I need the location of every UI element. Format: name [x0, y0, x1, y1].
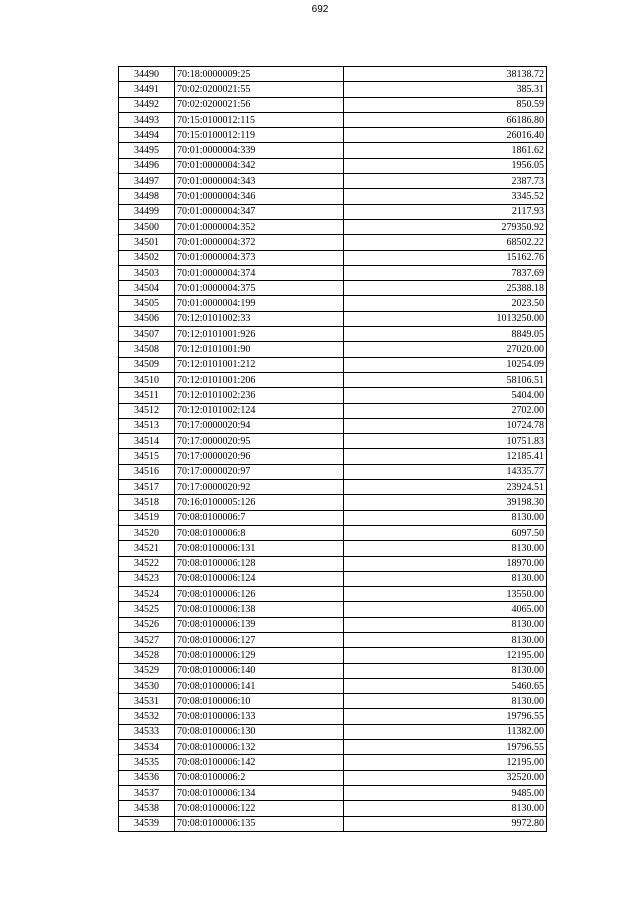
cadastral-number-cell: 70:16:0100005:126 — [175, 495, 344, 510]
cadastral-number-cell: 70:17:0000020:95 — [175, 434, 344, 449]
value-cell: 8130.00 — [344, 617, 547, 632]
row-number-cell: 34501 — [119, 235, 175, 250]
value-cell: 39198.30 — [344, 495, 547, 510]
row-number-cell: 34493 — [119, 112, 175, 127]
table-row — [119, 740, 547, 755]
value-cell: 8130.00 — [344, 571, 547, 586]
value-cell: 19796.55 — [344, 709, 547, 724]
row-number-cell: 34516 — [119, 464, 175, 479]
row-number-cell: 34502 — [119, 250, 175, 265]
value-cell: 25388.18 — [344, 281, 547, 296]
table-row — [119, 372, 547, 387]
value-cell: 68502.22 — [344, 235, 547, 250]
table-row — [119, 480, 547, 495]
cadastral-number-cell: 70:08:0100006:138 — [175, 602, 344, 617]
value-cell: 2387.73 — [344, 174, 547, 189]
row-number-cell: 34535 — [119, 755, 175, 770]
row-number-cell: 34522 — [119, 556, 175, 571]
row-number-cell: 34506 — [119, 311, 175, 326]
cadastral-number-cell: 70:17:0000020:97 — [175, 464, 344, 479]
value-cell: 12195.00 — [344, 648, 547, 663]
table-row — [119, 204, 547, 219]
table-row — [119, 97, 547, 112]
value-cell: 850.59 — [344, 97, 547, 112]
cadastral-number-cell: 70:01:0000004:342 — [175, 158, 344, 173]
row-number-cell: 34528 — [119, 648, 175, 663]
value-cell: 27020.00 — [344, 342, 547, 357]
row-number-cell: 34513 — [119, 418, 175, 433]
row-number-cell: 34491 — [119, 82, 175, 97]
table-row — [119, 709, 547, 724]
row-number-cell: 34512 — [119, 403, 175, 418]
value-cell: 15162.76 — [344, 250, 547, 265]
row-number-cell: 34537 — [119, 785, 175, 800]
table-row — [119, 678, 547, 693]
table-row — [119, 495, 547, 510]
value-cell: 4065.00 — [344, 602, 547, 617]
cadastral-number-cell: 70:15:0100012:115 — [175, 112, 344, 127]
row-number-cell: 34495 — [119, 143, 175, 158]
table-row — [119, 388, 547, 403]
value-cell: 3345.52 — [344, 189, 547, 204]
cadastral-number-cell: 70:01:0000004:346 — [175, 189, 344, 204]
row-number-cell: 34514 — [119, 434, 175, 449]
row-number-cell: 34505 — [119, 296, 175, 311]
table-row — [119, 510, 547, 525]
cadastral-number-cell: 70:01:0000004:373 — [175, 250, 344, 265]
row-number-cell: 34531 — [119, 694, 175, 709]
table-row — [119, 801, 547, 816]
table-row — [119, 174, 547, 189]
row-number-cell: 34524 — [119, 587, 175, 602]
table-row — [119, 663, 547, 678]
value-cell: 12195.00 — [344, 755, 547, 770]
cadastral-number-cell: 70:12:0101001:212 — [175, 357, 344, 372]
cadastral-number-cell: 70:15:0100012:119 — [175, 128, 344, 143]
table-row — [119, 724, 547, 739]
row-number-cell: 34525 — [119, 602, 175, 617]
table-row — [119, 112, 547, 127]
table-row — [119, 311, 547, 326]
row-number-cell: 34532 — [119, 709, 175, 724]
cadastral-value-table — [118, 66, 547, 832]
table-row — [119, 219, 547, 234]
value-cell: 26016.40 — [344, 128, 547, 143]
table-row — [119, 67, 547, 82]
value-cell: 32520.00 — [344, 770, 547, 785]
table-row — [119, 525, 547, 540]
row-number-cell: 34504 — [119, 281, 175, 296]
table-row — [119, 464, 547, 479]
cadastral-number-cell: 70:08:0100006:128 — [175, 556, 344, 571]
row-number-cell: 34534 — [119, 740, 175, 755]
cadastral-number-cell: 70:08:0100006:126 — [175, 587, 344, 602]
cadastral-number-cell: 70:08:0100006:2 — [175, 770, 344, 785]
value-cell: 66186.80 — [344, 112, 547, 127]
page-number: 692 — [311, 4, 329, 15]
row-number-cell: 34509 — [119, 357, 175, 372]
cadastral-number-cell: 70:08:0100006:141 — [175, 678, 344, 693]
value-cell: 8130.00 — [344, 694, 547, 709]
table-row — [119, 556, 547, 571]
cadastral-number-cell: 70:01:0000004:372 — [175, 235, 344, 250]
cadastral-number-cell: 70:08:0100006:10 — [175, 694, 344, 709]
cadastral-number-cell: 70:08:0100006:8 — [175, 525, 344, 540]
row-number-cell: 34536 — [119, 770, 175, 785]
table-row — [119, 403, 547, 418]
row-number-cell: 34499 — [119, 204, 175, 219]
cadastral-number-cell: 70:08:0100006:7 — [175, 510, 344, 525]
row-number-cell: 34492 — [119, 97, 175, 112]
row-number-cell: 34538 — [119, 801, 175, 816]
value-cell: 9485.00 — [344, 785, 547, 800]
value-cell: 14335.77 — [344, 464, 547, 479]
row-number-cell: 34518 — [119, 495, 175, 510]
value-cell: 58106.51 — [344, 372, 547, 387]
row-number-cell: 34529 — [119, 663, 175, 678]
row-number-cell: 34519 — [119, 510, 175, 525]
value-cell: 19796.55 — [344, 740, 547, 755]
value-cell: 2023.50 — [344, 296, 547, 311]
row-number-cell: 34503 — [119, 265, 175, 280]
cadastral-number-cell: 70:08:0100006:131 — [175, 541, 344, 556]
table-row — [119, 694, 547, 709]
table-row — [119, 189, 547, 204]
row-number-cell: 34494 — [119, 128, 175, 143]
table-row — [119, 587, 547, 602]
cadastral-number-cell: 70:08:0100006:127 — [175, 632, 344, 647]
cadastral-number-cell: 70:08:0100006:132 — [175, 740, 344, 755]
value-cell: 279350.92 — [344, 219, 547, 234]
row-number-cell: 34490 — [119, 67, 175, 82]
row-number-cell: 34526 — [119, 617, 175, 632]
value-cell: 10724.78 — [344, 418, 547, 433]
value-cell: 18970.00 — [344, 556, 547, 571]
cadastral-number-cell: 70:12:0101002:236 — [175, 388, 344, 403]
table-row — [119, 617, 547, 632]
row-number-cell: 34530 — [119, 678, 175, 693]
value-cell: 10751.83 — [344, 434, 547, 449]
value-cell: 5404.00 — [344, 388, 547, 403]
row-number-cell: 34515 — [119, 449, 175, 464]
value-cell: 10254.09 — [344, 357, 547, 372]
value-cell: 23924.51 — [344, 480, 547, 495]
cadastral-number-cell: 70:08:0100006:140 — [175, 663, 344, 678]
value-cell: 8130.00 — [344, 541, 547, 556]
cadastral-number-cell: 70:08:0100006:130 — [175, 724, 344, 739]
table-row — [119, 449, 547, 464]
value-cell: 8130.00 — [344, 663, 547, 678]
row-number-cell: 34510 — [119, 372, 175, 387]
cadastral-number-cell: 70:08:0100006:142 — [175, 755, 344, 770]
cadastral-number-cell: 70:17:0000020:96 — [175, 449, 344, 464]
cadastral-number-cell: 70:01:0000004:339 — [175, 143, 344, 158]
cadastral-number-cell: 70:08:0100006:134 — [175, 785, 344, 800]
cadastral-number-cell: 70:12:0101001:926 — [175, 327, 344, 342]
cadastral-number-cell: 70:17:0000020:94 — [175, 418, 344, 433]
value-cell: 6097.50 — [344, 525, 547, 540]
row-number-cell: 34520 — [119, 525, 175, 540]
cadastral-number-cell: 70:08:0100006:129 — [175, 648, 344, 663]
cadastral-number-cell: 70:02:0200021:56 — [175, 97, 344, 112]
row-number-cell: 34521 — [119, 541, 175, 556]
table-row — [119, 235, 547, 250]
row-number-cell: 34517 — [119, 480, 175, 495]
value-cell: 38138.72 — [344, 67, 547, 82]
cadastral-number-cell: 70:08:0100006:124 — [175, 571, 344, 586]
value-cell: 8849.05 — [344, 327, 547, 342]
value-cell: 8130.00 — [344, 632, 547, 647]
table-row — [119, 327, 547, 342]
row-number-cell: 34539 — [119, 816, 175, 831]
value-cell: 8130.00 — [344, 510, 547, 525]
table-row — [119, 143, 547, 158]
row-number-cell: 34500 — [119, 219, 175, 234]
table-row — [119, 158, 547, 173]
cadastral-number-cell: 70:08:0100006:122 — [175, 801, 344, 816]
cadastral-number-cell: 70:17:0000020:92 — [175, 480, 344, 495]
cadastral-number-cell: 70:01:0000004:352 — [175, 219, 344, 234]
value-cell: 9972.80 — [344, 816, 547, 831]
cadastral-number-cell: 70:12:0101001:206 — [175, 372, 344, 387]
row-number-cell: 34511 — [119, 388, 175, 403]
table-row — [119, 602, 547, 617]
value-cell: 5460.65 — [344, 678, 547, 693]
table-row — [119, 357, 547, 372]
row-number-cell: 34527 — [119, 632, 175, 647]
value-cell: 385.31 — [344, 82, 547, 97]
cadastral-number-cell: 70:12:0101001:90 — [175, 342, 344, 357]
value-cell: 13550.00 — [344, 587, 547, 602]
table-row — [119, 770, 547, 785]
cadastral-number-cell: 70:01:0000004:374 — [175, 265, 344, 280]
cadastral-number-cell: 70:01:0000004:343 — [175, 174, 344, 189]
table-row — [119, 342, 547, 357]
row-number-cell: 34508 — [119, 342, 175, 357]
table-row — [119, 265, 547, 280]
row-number-cell: 34523 — [119, 571, 175, 586]
table-row — [119, 632, 547, 647]
cadastral-number-cell: 70:01:0000004:347 — [175, 204, 344, 219]
cadastral-number-cell: 70:08:0100006:133 — [175, 709, 344, 724]
table-body — [119, 67, 547, 832]
row-number-cell: 34497 — [119, 174, 175, 189]
cadastral-number-cell: 70:08:0100006:139 — [175, 617, 344, 632]
value-cell: 11382.00 — [344, 724, 547, 739]
value-cell: 1861.62 — [344, 143, 547, 158]
value-cell: 1956.05 — [344, 158, 547, 173]
value-cell: 2702.00 — [344, 403, 547, 418]
table-row — [119, 541, 547, 556]
table-row — [119, 434, 547, 449]
cadastral-number-cell: 70:02:0200021:55 — [175, 82, 344, 97]
table-row — [119, 571, 547, 586]
row-number-cell: 34496 — [119, 158, 175, 173]
table-row — [119, 785, 547, 800]
value-cell: 12185.41 — [344, 449, 547, 464]
table-row — [119, 648, 547, 663]
table-row — [119, 816, 547, 831]
table-row — [119, 82, 547, 97]
row-number-cell: 34507 — [119, 327, 175, 342]
row-number-cell: 34498 — [119, 189, 175, 204]
value-cell: 2117.93 — [344, 204, 547, 219]
value-cell: 1013250.00 — [344, 311, 547, 326]
cadastral-number-cell: 70:01:0000004:375 — [175, 281, 344, 296]
cadastral-number-cell: 70:12:0101002:33 — [175, 311, 344, 326]
table-row — [119, 755, 547, 770]
cadastral-number-cell: 70:08:0100006:135 — [175, 816, 344, 831]
table-row — [119, 128, 547, 143]
table-row — [119, 418, 547, 433]
cadastral-number-cell: 70:18:0000009:25 — [175, 67, 344, 82]
value-cell: 7837.69 — [344, 265, 547, 280]
cadastral-number-cell: 70:01:0000004:199 — [175, 296, 344, 311]
table-row — [119, 281, 547, 296]
table-row — [119, 250, 547, 265]
cadastral-number-cell: 70:12:0101002:124 — [175, 403, 344, 418]
row-number-cell: 34533 — [119, 724, 175, 739]
table-row — [119, 296, 547, 311]
value-cell: 8130.00 — [344, 801, 547, 816]
